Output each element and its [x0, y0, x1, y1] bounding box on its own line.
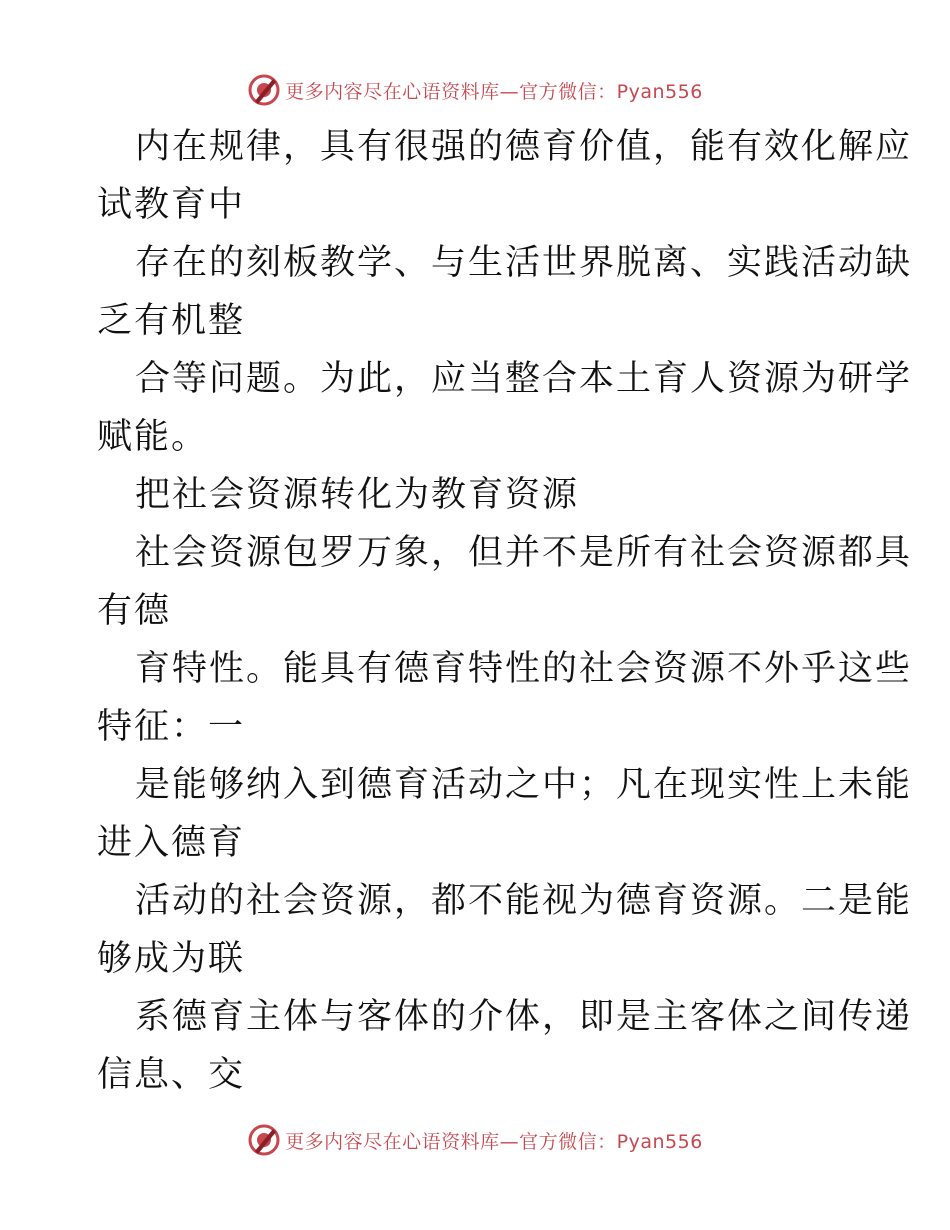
- pen-logo-icon: [247, 73, 281, 107]
- text-line: 试教育中: [97, 185, 246, 225]
- text-line: 有德: [97, 591, 172, 631]
- text-line: 合等问题。为此，应当整合本土育人资源为研学: [135, 359, 913, 399]
- text-line: 存在的刻板教学、与生活世界脱离、实践活动缺: [135, 243, 913, 283]
- footer-banner-text: 更多内容尽在心语资料库—官方微信：Pyan556: [285, 1130, 703, 1153]
- text-line: 系德育主体与客体的介体，即是主客体之间传递: [135, 997, 913, 1037]
- text-line: 是能够纳入到德育活动之中；凡在现实性上未能: [135, 765, 913, 805]
- header-banner: [0, 70, 950, 110]
- pen-logo-icon: [247, 1123, 281, 1157]
- text-line: 社会资源包罗万象，但并不是所有社会资源都具: [135, 533, 913, 573]
- text-line: 够成为联: [97, 939, 246, 979]
- text-line: 内在规律，具有很强的德育价值，能有效化解应: [135, 127, 913, 167]
- text-line: 育特性。能具有德育特性的社会资源不外乎这些: [135, 649, 913, 689]
- footer-banner: [0, 1120, 950, 1160]
- header-banner-text: 更多内容尽在心语资料库—官方微信：Pyan556: [285, 80, 703, 103]
- text-line: 活动的社会资源，都不能视为德育资源。二是能: [135, 881, 913, 921]
- text-line: 进入德育: [97, 823, 246, 863]
- section-heading: 把社会资源转化为教育资源: [135, 475, 580, 515]
- text-line: 特征：一: [97, 707, 246, 747]
- text-line: 乏有机整: [97, 301, 246, 341]
- text-line: 赋能。: [97, 417, 209, 457]
- text-line: 信息、交: [97, 1055, 246, 1095]
- document-body: [97, 118, 913, 1104]
